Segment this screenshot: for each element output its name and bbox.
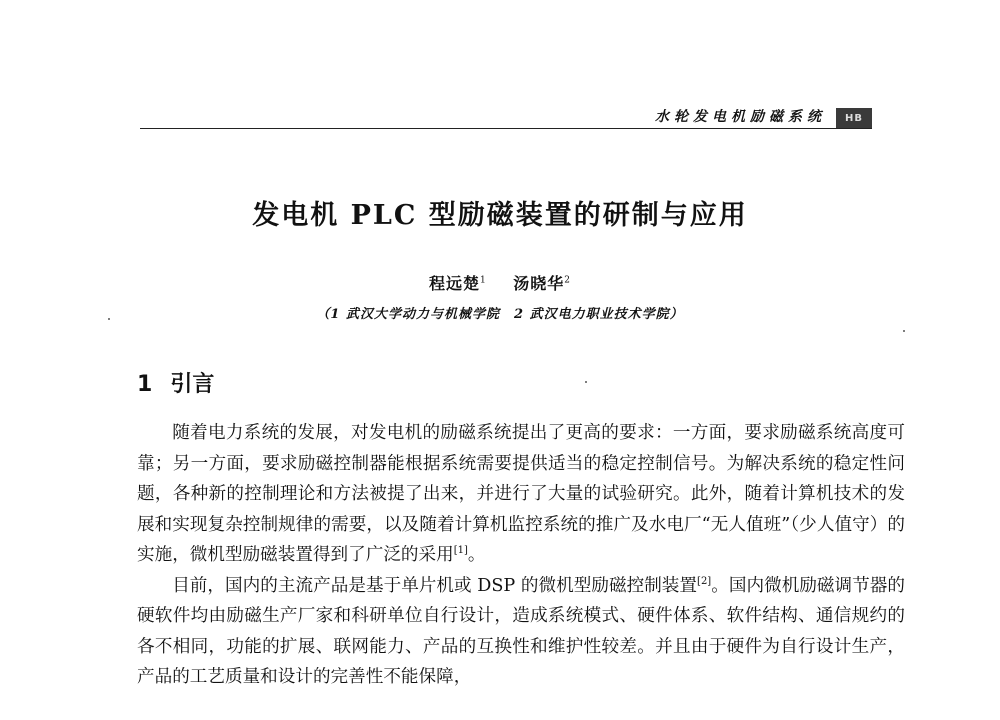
scan-speck <box>903 330 905 332</box>
journal-logo-icon: HB <box>836 108 872 128</box>
author <box>513 274 571 293</box>
section-number: 1 <box>137 372 153 397</box>
author-affiliation-mark: 1 <box>479 275 487 286</box>
author-affiliation-mark: 2 <box>564 275 572 286</box>
citation: [1] <box>453 545 468 557</box>
author <box>429 274 487 293</box>
section-heading <box>137 367 214 398</box>
paragraph <box>137 571 905 693</box>
author-list <box>0 271 1000 294</box>
paragraph-text: 随着电力系统的发展，对发电机的励磁系统提出了更高的要求：一方面，要求励磁系统高度可靠；另一方面，要求励磁控制器能根据系统需要提供适当的稳定控制信号。为解决系统的稳定性问题，各种新的控制理论和方法被提了出来，并进行了大量的试验研究。此外，随着计算机技术的发展和实现复杂控制规律的需要，以及随着计算机监控系统的推广及水电厂“无人值班”（少人值守）的实施，微机型励磁装置得到了广泛的采用 <box>137 423 905 565</box>
body-text <box>137 418 905 693</box>
section-title: 引言 <box>170 372 215 397</box>
scan-speck <box>108 318 110 320</box>
paragraph <box>137 418 905 571</box>
journal-section-name: 水轮发电机励磁系统 <box>651 106 826 126</box>
author-name: 程远楚 <box>428 274 480 293</box>
citation: [2] <box>697 575 712 587</box>
paragraph-text: 。国内微机励磁调节器的硬软件均由励磁生产厂家和科研单位自行设计，造成系统模式、硬件体系、软件结构、通信规约的各不相同，功能的扩展、联网能力、产品的互换性和维护性较差。并且由于硬件为自行设计生产，产品的工艺质量和设计的完善性不能保障， <box>137 575 905 687</box>
running-header <box>140 108 872 132</box>
paragraph-text: 。 <box>467 545 486 565</box>
author-name: 汤晓华 <box>513 274 565 293</box>
scan-speck <box>585 381 587 383</box>
paper-title: 发电机 PLC 型励磁装置的研制与应用 <box>252 200 748 231</box>
paragraph-text: 目前，国内的主流产品是基于单片机或 DSP 的微机型励磁控制装置 <box>172 575 698 596</box>
header-rule <box>140 128 872 129</box>
affiliations: （1 武汉大学动力与机械学院 2 武汉电力职业技术学院） <box>316 307 684 322</box>
